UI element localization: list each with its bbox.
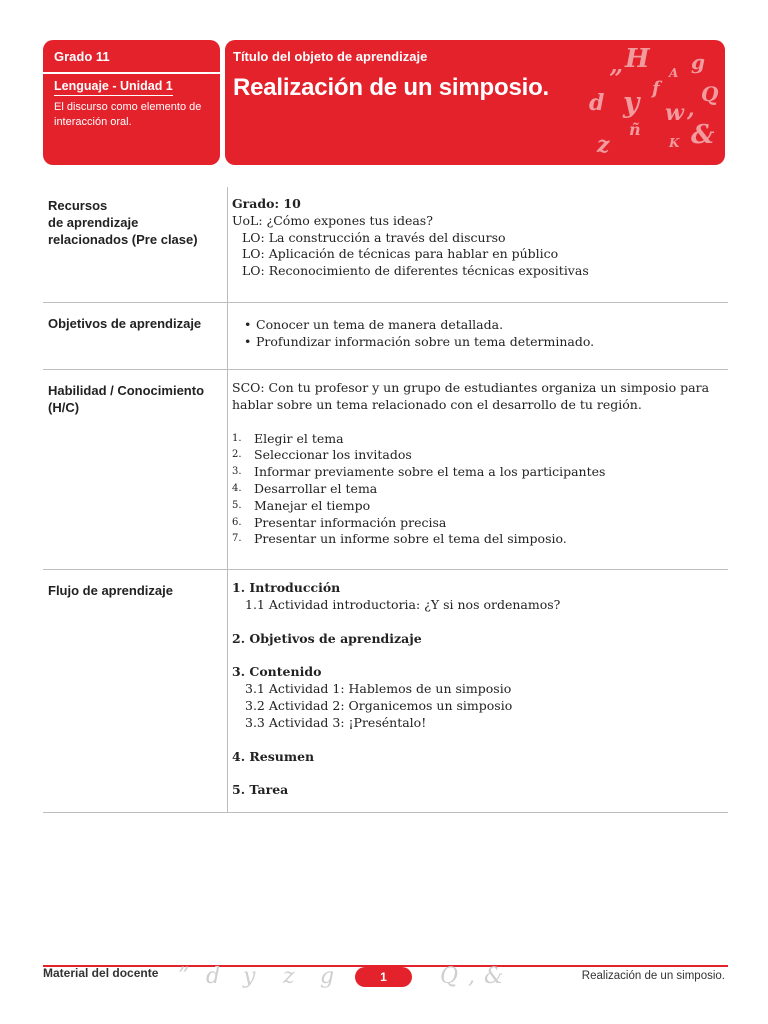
row-label-flujo: Flujo de aprendizaje xyxy=(48,583,173,598)
row-value-recursos xyxy=(227,187,728,302)
row-value-objetivos xyxy=(227,303,728,369)
header-right-panel: Título del objeto de aprendizaje Realización de un simposio. H g A ” f Q d y w , & ñ z K xyxy=(225,40,725,165)
row-label-objetivos: Objetivos de aprendizaje xyxy=(48,316,202,331)
grade-label: Grado 11 xyxy=(54,49,110,64)
row-recursos xyxy=(43,187,728,303)
title-caption: Título del objeto de aprendizaje xyxy=(233,49,428,64)
header-left-panel xyxy=(43,40,220,165)
row-value-flujo xyxy=(227,570,728,812)
uol-line: UoL: ¿Cómo expones tus ideas? xyxy=(232,212,433,228)
row-flujo xyxy=(43,570,728,813)
flow-section: 4. Resumen xyxy=(232,748,315,764)
flow-section: 5. Tarea xyxy=(232,782,289,798)
row-value-habilidad xyxy=(227,370,728,569)
grado-line: Grado: 10 xyxy=(232,196,301,211)
flow-section: 2. Objetivos de aprendizaje xyxy=(232,630,422,646)
flow-section: 3. Contenido xyxy=(232,664,322,680)
flow-subitem: 3.3 Actividad 3: ¡Preséntalo! xyxy=(245,714,427,730)
step-item: 2. Seleccionar los invitados xyxy=(232,447,412,463)
row-label-recursos: Recursos de aprendizaje relacionados (Pre clase) xyxy=(48,198,198,247)
footer-material-label: Material del docente xyxy=(43,966,159,980)
row-objetivos xyxy=(43,303,728,370)
lo-item: LO: La construcción a través del discurso xyxy=(242,229,506,245)
lo-item: LO: Aplicación de técnicas para hablar en público xyxy=(242,246,559,262)
step-item: 6. Presentar información precisa xyxy=(232,514,447,530)
unit-description: El discurso como elemento de interacción oral. xyxy=(54,101,202,128)
step-item: 1. Elegir el tema xyxy=(232,430,344,446)
flow-section: 1. Introducción xyxy=(232,580,341,595)
flow-subitem: 3.2 Actividad 2: Organicemos un simposio xyxy=(245,697,513,713)
page-number: 1 xyxy=(355,967,412,987)
flow-subitem: 3.1 Actividad 1: Hablemos de un simposio xyxy=(245,681,512,697)
objective-item: • Profundizar información sobre un tema determinado. xyxy=(244,334,728,351)
row-label-habilidad: Habilidad / Conocimiento (H/C) xyxy=(48,383,205,415)
header-divider xyxy=(43,72,220,74)
step-item: 3. Informar previamente sobre el tema a los participantes xyxy=(232,464,606,480)
page-title: Realización de un simposio. xyxy=(233,74,549,101)
step-item: 7. Presentar un informe sobre el tema del simposio. xyxy=(232,531,567,547)
flow-subitem: 1.1 Actividad introductoria: ¿Y si nos ordenamos? xyxy=(245,596,561,612)
footer-title: Realización de un simposio. xyxy=(581,970,725,982)
objective-item: • Conocer un tema de manera detallada. xyxy=(244,317,728,334)
unit-label: Lenguaje - Unidad 1 xyxy=(54,79,173,96)
lo-item: LO: Reconocimiento de diferentes técnicas expositivas xyxy=(242,263,589,279)
sco-text: SCO: Con tu profesor y un grupo de estudiantes organiza un simposio para hablar sobre un tema relacionado con el desarrollo de tu región. xyxy=(232,380,710,412)
row-habilidad xyxy=(43,370,728,570)
step-item: 5. Manejar el tiempo xyxy=(232,497,371,513)
lesson-table xyxy=(43,187,728,813)
step-item: 4. Desarrollar el tema xyxy=(232,480,378,496)
